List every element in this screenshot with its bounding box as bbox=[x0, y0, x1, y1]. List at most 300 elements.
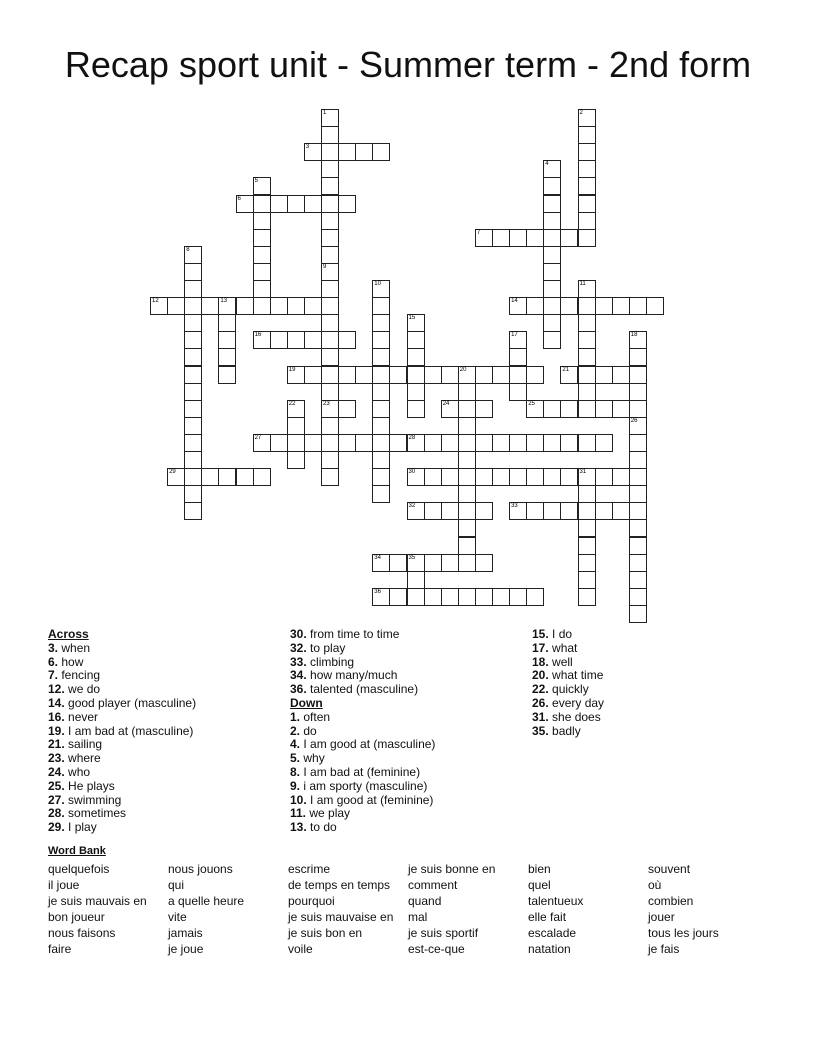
word-bank-item: bien bbox=[528, 862, 551, 876]
crossword-cell[interactable] bbox=[321, 126, 339, 144]
crossword-cell[interactable] bbox=[458, 554, 476, 572]
crossword-cell[interactable] bbox=[458, 451, 476, 469]
crossword-cell[interactable] bbox=[543, 297, 561, 315]
crossword-cell[interactable] bbox=[543, 160, 561, 178]
crossword-cell[interactable] bbox=[184, 451, 202, 469]
crossword-cell[interactable] bbox=[578, 383, 596, 401]
crossword-cell[interactable] bbox=[560, 502, 578, 520]
crossword-cell[interactable] bbox=[578, 588, 596, 606]
crossword-cell[interactable] bbox=[526, 502, 544, 520]
crossword-cell[interactable] bbox=[629, 434, 647, 452]
crossword-cell[interactable] bbox=[184, 434, 202, 452]
crossword-cell[interactable] bbox=[475, 434, 493, 452]
crossword-cell[interactable] bbox=[595, 502, 613, 520]
crossword-cell[interactable] bbox=[543, 502, 561, 520]
crossword-cell[interactable] bbox=[458, 588, 476, 606]
crossword-cell[interactable] bbox=[407, 383, 425, 401]
word-bank-item: qui bbox=[168, 878, 185, 892]
crossword-cell[interactable] bbox=[372, 417, 390, 435]
crossword-cell[interactable] bbox=[543, 400, 561, 418]
crossword-cell[interactable] bbox=[167, 297, 185, 315]
crossword-cell[interactable] bbox=[253, 280, 271, 298]
clue-number-label: 25. bbox=[48, 778, 65, 793]
clue-number: 31 bbox=[579, 469, 587, 476]
crossword-cell[interactable] bbox=[543, 314, 561, 332]
crossword-cell[interactable] bbox=[338, 195, 356, 213]
crossword-cell[interactable] bbox=[424, 554, 442, 572]
crossword-cell[interactable] bbox=[629, 485, 647, 503]
down-header: Down bbox=[290, 695, 323, 710]
clue-text: I am bad at (masculine) bbox=[64, 723, 194, 738]
crossword-cell[interactable] bbox=[253, 263, 271, 281]
crossword-cell[interactable] bbox=[184, 331, 202, 349]
crossword-cell[interactable] bbox=[270, 297, 288, 315]
crossword-cell[interactable] bbox=[338, 434, 356, 452]
across-clue bbox=[48, 697, 196, 711]
crossword-cell[interactable] bbox=[526, 434, 544, 452]
word-bank-item: nous jouons bbox=[168, 862, 233, 876]
crossword-cell[interactable] bbox=[287, 195, 305, 213]
crossword-cell[interactable] bbox=[629, 605, 647, 623]
clue-number: 36 bbox=[374, 588, 381, 595]
crossword-cell[interactable] bbox=[253, 195, 271, 213]
crossword-cell[interactable] bbox=[321, 109, 339, 127]
crossword-cell[interactable] bbox=[304, 195, 322, 213]
crossword-cell[interactable] bbox=[184, 348, 202, 366]
crossword-cell[interactable] bbox=[629, 417, 647, 435]
crossword-cell[interactable] bbox=[253, 297, 271, 315]
crossword-cell[interactable] bbox=[372, 143, 390, 161]
crossword-cell[interactable] bbox=[629, 348, 647, 366]
crossword-cell[interactable] bbox=[595, 400, 613, 418]
crossword-cell[interactable] bbox=[578, 519, 596, 537]
crossword-cell[interactable] bbox=[543, 331, 561, 349]
crossword-cell[interactable] bbox=[287, 400, 305, 418]
crossword-cell[interactable] bbox=[646, 297, 664, 315]
crossword-cell[interactable] bbox=[184, 366, 202, 384]
crossword-cell[interactable] bbox=[560, 366, 578, 384]
clue-number: 1 bbox=[323, 110, 327, 116]
crossword-cell[interactable] bbox=[407, 400, 425, 418]
crossword-cell[interactable] bbox=[612, 468, 630, 486]
clue-text: what time bbox=[548, 668, 604, 683]
crossword-cell[interactable] bbox=[629, 571, 647, 589]
crossword-cell[interactable] bbox=[492, 588, 510, 606]
crossword-cell[interactable] bbox=[218, 314, 236, 332]
crossword-cell[interactable] bbox=[526, 297, 544, 315]
crossword-cell[interactable] bbox=[287, 434, 305, 452]
crossword-cell[interactable] bbox=[407, 366, 425, 384]
down-clue bbox=[532, 725, 604, 739]
crossword-cell[interactable] bbox=[543, 177, 561, 195]
crossword-cell[interactable] bbox=[441, 366, 459, 384]
crossword-cell[interactable] bbox=[321, 297, 339, 315]
crossword-cell[interactable] bbox=[629, 366, 647, 384]
clue-number-label: 21. bbox=[48, 737, 65, 752]
crossword-cell[interactable] bbox=[321, 331, 339, 349]
crossword-cell[interactable] bbox=[526, 468, 544, 486]
crossword-cell[interactable] bbox=[578, 280, 596, 298]
crossword-cell[interactable] bbox=[218, 297, 236, 315]
crossword-cell[interactable] bbox=[612, 366, 630, 384]
crossword-cell[interactable] bbox=[167, 468, 185, 486]
crossword-cell[interactable] bbox=[338, 331, 356, 349]
crossword-cell[interactable] bbox=[578, 314, 596, 332]
crossword-cell[interactable] bbox=[424, 502, 442, 520]
crossword-cell[interactable] bbox=[475, 554, 493, 572]
crossword-cell[interactable] bbox=[629, 519, 647, 537]
crossword-cell[interactable] bbox=[321, 434, 339, 452]
crossword-cell[interactable] bbox=[218, 366, 236, 384]
crossword-cell[interactable] bbox=[321, 246, 339, 264]
crossword-cell[interactable] bbox=[389, 366, 407, 384]
crossword-cell[interactable] bbox=[201, 468, 219, 486]
clue-number-label: 6. bbox=[48, 654, 59, 669]
crossword-cell[interactable] bbox=[629, 331, 647, 349]
crossword-cell[interactable] bbox=[475, 400, 493, 418]
clue-number: 13 bbox=[220, 298, 228, 305]
crossword-cell[interactable] bbox=[236, 195, 254, 213]
crossword-cell[interactable] bbox=[407, 502, 425, 520]
crossword-cell[interactable] bbox=[509, 331, 527, 349]
word-bank-item: souvent bbox=[648, 862, 691, 876]
crossword-cell[interactable] bbox=[441, 554, 459, 572]
crossword-cell[interactable] bbox=[595, 366, 613, 384]
crossword-cell[interactable] bbox=[321, 417, 339, 435]
across-clue bbox=[48, 642, 196, 656]
crossword-cell[interactable] bbox=[372, 366, 390, 384]
crossword-cell[interactable] bbox=[441, 434, 459, 452]
crossword-cell[interactable] bbox=[509, 366, 527, 384]
crossword-cell[interactable] bbox=[253, 246, 271, 264]
crossword-cell[interactable] bbox=[560, 400, 578, 418]
crossword-cell[interactable] bbox=[526, 588, 544, 606]
crossword-cell[interactable] bbox=[270, 195, 288, 213]
across-clue bbox=[48, 821, 196, 835]
crossword-cell[interactable] bbox=[150, 297, 168, 315]
crossword-cell[interactable] bbox=[184, 383, 202, 401]
crossword-cell[interactable] bbox=[509, 502, 527, 520]
crossword-cell[interactable] bbox=[629, 588, 647, 606]
crossword-cell[interactable] bbox=[355, 434, 373, 452]
crossword-cell[interactable] bbox=[253, 177, 271, 195]
down-clue bbox=[532, 642, 604, 656]
crossword-cell[interactable] bbox=[218, 468, 236, 486]
crossword-cell[interactable] bbox=[304, 297, 322, 315]
crossword-cell[interactable] bbox=[321, 177, 339, 195]
crossword-cell[interactable] bbox=[458, 417, 476, 435]
clue-number-label: 31. bbox=[532, 709, 549, 724]
clue-number: 11 bbox=[579, 281, 586, 287]
crossword-cell[interactable] bbox=[578, 229, 596, 247]
crossword-cell[interactable] bbox=[441, 400, 459, 418]
crossword-cell[interactable] bbox=[338, 400, 356, 418]
clue-number-label: 30. bbox=[290, 627, 307, 641]
crossword-cell[interactable] bbox=[424, 366, 442, 384]
crossword-cell[interactable] bbox=[372, 383, 390, 401]
crossword-cell[interactable] bbox=[321, 160, 339, 178]
crossword-cell[interactable] bbox=[321, 229, 339, 247]
crossword-cell[interactable] bbox=[372, 314, 390, 332]
crossword-cell[interactable] bbox=[475, 588, 493, 606]
crossword-cell[interactable] bbox=[475, 468, 493, 486]
crossword-cell[interactable] bbox=[612, 400, 630, 418]
crossword-cell[interactable] bbox=[578, 468, 596, 486]
crossword-cell[interactable] bbox=[372, 280, 390, 298]
crossword-cell[interactable] bbox=[629, 554, 647, 572]
crossword-cell[interactable] bbox=[253, 229, 271, 247]
crossword-cell[interactable] bbox=[407, 571, 425, 589]
crossword-cell[interactable] bbox=[424, 434, 442, 452]
crossword-cell[interactable] bbox=[543, 229, 561, 247]
crossword-cell[interactable] bbox=[612, 502, 630, 520]
crossword-cell[interactable] bbox=[338, 366, 356, 384]
crossword-cell[interactable] bbox=[287, 366, 305, 384]
crossword-cell[interactable] bbox=[253, 468, 271, 486]
across-clue bbox=[290, 656, 435, 670]
crossword-cell[interactable] bbox=[595, 297, 613, 315]
crossword-cell[interactable] bbox=[287, 297, 305, 315]
crossword-cell[interactable] bbox=[321, 212, 339, 230]
crossword-cell[interactable] bbox=[236, 297, 254, 315]
crossword-cell[interactable] bbox=[355, 143, 373, 161]
crossword-cell[interactable] bbox=[492, 434, 510, 452]
crossword-cell[interactable] bbox=[407, 331, 425, 349]
crossword-cell[interactable] bbox=[184, 417, 202, 435]
clue-text: what bbox=[548, 640, 578, 655]
crossword-cell[interactable] bbox=[492, 366, 510, 384]
crossword-cell[interactable] bbox=[184, 280, 202, 298]
crossword-cell[interactable] bbox=[526, 229, 544, 247]
crossword-cell[interactable] bbox=[253, 212, 271, 230]
crossword-cell[interactable] bbox=[184, 400, 202, 418]
crossword-cell[interactable] bbox=[407, 554, 425, 572]
crossword-cell[interactable] bbox=[492, 468, 510, 486]
crossword-cell[interactable] bbox=[578, 348, 596, 366]
clue-number: 17 bbox=[511, 332, 518, 339]
crossword-cell[interactable] bbox=[578, 195, 596, 213]
clue-text: I do bbox=[548, 627, 573, 641]
crossword-cell[interactable] bbox=[595, 434, 613, 452]
crossword-cell[interactable] bbox=[184, 502, 202, 520]
word-bank-item: a quelle heure bbox=[168, 894, 245, 908]
crossword-cell[interactable] bbox=[287, 451, 305, 469]
crossword-cell[interactable] bbox=[321, 280, 339, 298]
crossword-cell[interactable] bbox=[578, 331, 596, 349]
crossword-cell[interactable] bbox=[372, 400, 390, 418]
crossword-cell[interactable] bbox=[509, 348, 527, 366]
crossword-cell[interactable] bbox=[475, 229, 493, 247]
clue-number: 7 bbox=[476, 229, 481, 236]
crossword-cell[interactable] bbox=[372, 451, 390, 469]
crossword-cell[interactable] bbox=[424, 468, 442, 486]
crossword-cell[interactable] bbox=[543, 195, 561, 213]
crossword-cell[interactable] bbox=[509, 297, 527, 315]
clue-number-label: 4. bbox=[290, 737, 301, 752]
clue-text: she does bbox=[548, 709, 601, 724]
crossword-cell[interactable] bbox=[458, 519, 476, 537]
crossword-cell[interactable] bbox=[543, 246, 561, 264]
crossword-cell[interactable] bbox=[372, 434, 390, 452]
crossword-cell[interactable] bbox=[407, 468, 425, 486]
crossword-cell[interactable] bbox=[304, 366, 322, 384]
crossword-cell[interactable] bbox=[578, 434, 596, 452]
crossword-cell[interactable] bbox=[184, 297, 202, 315]
across-clue bbox=[48, 656, 196, 670]
crossword-cell[interactable] bbox=[321, 468, 339, 486]
crossword-cell[interactable] bbox=[407, 434, 425, 452]
crossword-cell[interactable] bbox=[184, 263, 202, 281]
crossword-cell[interactable] bbox=[458, 383, 476, 401]
crossword-cell[interactable] bbox=[218, 331, 236, 349]
crossword-cell[interactable] bbox=[321, 143, 339, 161]
crossword-cell[interactable] bbox=[407, 588, 425, 606]
crossword-cell[interactable] bbox=[543, 434, 561, 452]
word-bank-item: mal bbox=[408, 910, 428, 924]
crossword-cell[interactable] bbox=[287, 417, 305, 435]
crossword-cell[interactable] bbox=[321, 348, 339, 366]
crossword-cell[interactable] bbox=[407, 348, 425, 366]
across-clue bbox=[48, 711, 196, 725]
crossword-cell[interactable] bbox=[560, 468, 578, 486]
crossword-cell[interactable] bbox=[407, 314, 425, 332]
crossword-cell[interactable] bbox=[458, 485, 476, 503]
crossword-cell[interactable] bbox=[578, 537, 596, 555]
crossword-cell[interactable] bbox=[578, 485, 596, 503]
crossword-cell[interactable] bbox=[321, 314, 339, 332]
crossword-cell[interactable] bbox=[560, 297, 578, 315]
crossword-cell[interactable] bbox=[560, 434, 578, 452]
crossword-cell[interactable] bbox=[578, 366, 596, 384]
crossword-cell[interactable] bbox=[304, 331, 322, 349]
crossword-cell[interactable] bbox=[543, 280, 561, 298]
crossword-cell[interactable] bbox=[578, 502, 596, 520]
crossword-cell[interactable] bbox=[184, 246, 202, 264]
clue-number-label: 27. bbox=[48, 792, 65, 807]
crossword-cell[interactable] bbox=[458, 366, 476, 384]
crossword-cell[interactable] bbox=[321, 366, 339, 384]
crossword-cell[interactable] bbox=[629, 468, 647, 486]
crossword-cell[interactable] bbox=[184, 314, 202, 332]
clue-text: sometimes bbox=[64, 806, 127, 821]
crossword-cell[interactable] bbox=[578, 212, 596, 230]
crossword-cell[interactable] bbox=[321, 195, 339, 213]
clue-text: how bbox=[58, 654, 84, 669]
crossword-cell[interactable] bbox=[253, 331, 271, 349]
crossword-cell[interactable] bbox=[372, 348, 390, 366]
across-clue bbox=[48, 780, 196, 794]
crossword-cell[interactable] bbox=[509, 229, 527, 247]
crossword-cell[interactable] bbox=[629, 537, 647, 555]
crossword-cell[interactable] bbox=[236, 468, 254, 486]
crossword-cell[interactable] bbox=[543, 263, 561, 281]
crossword-cell[interactable] bbox=[543, 212, 561, 230]
clue-number: 3 bbox=[305, 144, 310, 151]
crossword-cell[interactable] bbox=[458, 400, 476, 418]
clue-number: 34 bbox=[374, 554, 381, 561]
crossword-cell[interactable] bbox=[526, 366, 544, 384]
crossword-cell[interactable] bbox=[458, 468, 476, 486]
crossword-cell[interactable] bbox=[578, 400, 596, 418]
crossword-cell[interactable] bbox=[509, 588, 527, 606]
crossword-cell[interactable] bbox=[612, 297, 630, 315]
crossword-cell[interactable] bbox=[389, 554, 407, 572]
crossword-cell[interactable] bbox=[578, 109, 596, 127]
crossword-cell[interactable] bbox=[321, 451, 339, 469]
crossword-cell[interactable] bbox=[270, 331, 288, 349]
crossword-cell[interactable] bbox=[475, 502, 493, 520]
crossword-cell[interactable] bbox=[270, 434, 288, 452]
crossword-cell[interactable] bbox=[492, 229, 510, 247]
crossword-cell[interactable] bbox=[629, 297, 647, 315]
crossword-cell[interactable] bbox=[389, 588, 407, 606]
crossword-cell[interactable] bbox=[201, 297, 219, 315]
crossword-cell[interactable] bbox=[338, 143, 356, 161]
crossword-cell[interactable] bbox=[441, 502, 459, 520]
crossword-cell[interactable] bbox=[253, 434, 271, 452]
crossword-cell[interactable] bbox=[372, 485, 390, 503]
crossword-cell[interactable] bbox=[389, 434, 407, 452]
crossword-cell[interactable] bbox=[372, 588, 390, 606]
crossword-cell[interactable] bbox=[441, 588, 459, 606]
crossword-cell[interactable] bbox=[458, 502, 476, 520]
crossword-cell[interactable] bbox=[509, 468, 527, 486]
crossword-cell[interactable] bbox=[509, 434, 527, 452]
crossword-cell[interactable] bbox=[372, 297, 390, 315]
crossword-cell[interactable] bbox=[184, 468, 202, 486]
crossword-cell[interactable] bbox=[578, 177, 596, 195]
crossword-cell[interactable] bbox=[458, 537, 476, 555]
crossword-cell[interactable] bbox=[321, 383, 339, 401]
crossword-cell[interactable] bbox=[578, 297, 596, 315]
clue-number-label: 13. bbox=[290, 820, 307, 835]
word-bank-item: natation bbox=[528, 942, 571, 956]
crossword-cell[interactable] bbox=[629, 451, 647, 469]
crossword-cell[interactable] bbox=[578, 554, 596, 572]
crossword-cell[interactable] bbox=[441, 468, 459, 486]
crossword-cell[interactable] bbox=[424, 588, 442, 606]
crossword-cell[interactable] bbox=[578, 143, 596, 161]
crossword-cell[interactable] bbox=[218, 348, 236, 366]
crossword-cell[interactable] bbox=[321, 400, 339, 418]
crossword-cell[interactable] bbox=[355, 366, 373, 384]
crossword-cell[interactable] bbox=[372, 554, 390, 572]
crossword-cell[interactable] bbox=[475, 366, 493, 384]
crossword-cell[interactable] bbox=[560, 229, 578, 247]
crossword-cell[interactable] bbox=[629, 383, 647, 401]
crossword-cell[interactable] bbox=[287, 331, 305, 349]
crossword-cell[interactable] bbox=[304, 143, 322, 161]
crossword-cell[interactable] bbox=[526, 400, 544, 418]
crossword-cell[interactable] bbox=[629, 502, 647, 520]
crossword-cell[interactable] bbox=[372, 331, 390, 349]
crossword-cell[interactable] bbox=[321, 263, 339, 281]
word-bank-item: jamais bbox=[168, 926, 203, 940]
crossword-cell[interactable] bbox=[578, 160, 596, 178]
crossword-cell[interactable] bbox=[184, 485, 202, 503]
crossword-cell[interactable] bbox=[458, 434, 476, 452]
crossword-cell[interactable] bbox=[578, 126, 596, 144]
crossword-cell[interactable] bbox=[595, 468, 613, 486]
crossword-cell[interactable] bbox=[509, 383, 527, 401]
crossword-cell[interactable] bbox=[372, 468, 390, 486]
clue-number: 9 bbox=[323, 263, 327, 270]
crossword-cell[interactable] bbox=[543, 468, 561, 486]
crossword-cell[interactable] bbox=[578, 571, 596, 589]
crossword-cell[interactable] bbox=[629, 400, 647, 418]
word-bank-item: je suis mauvais en bbox=[48, 894, 147, 908]
crossword-cell[interactable] bbox=[304, 434, 322, 452]
